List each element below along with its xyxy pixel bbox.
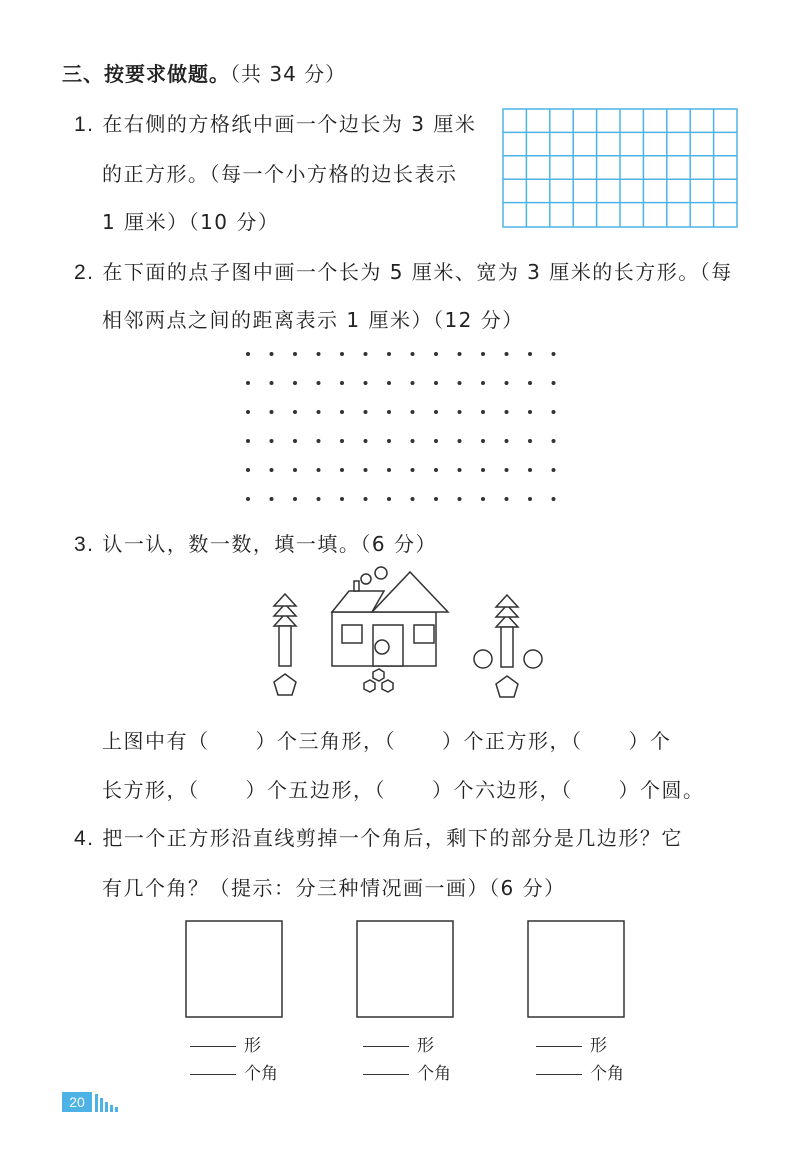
grid-dot <box>481 497 485 501</box>
q3-fill-line1 <box>102 725 672 754</box>
shapes-house-figure <box>262 562 552 712</box>
grid-dot <box>387 468 391 472</box>
grid-dot <box>458 410 462 414</box>
grid-dot <box>434 439 438 443</box>
q1-text-1: 在右侧的方格纸中画一个边长为 3 厘米 <box>102 112 477 136</box>
shape-label-1: 形 <box>244 1036 261 1056</box>
grid-dot <box>246 468 250 472</box>
answer-angles-1[interactable] <box>190 1059 278 1084</box>
square-grid-paper[interactable] <box>502 108 738 228</box>
grid-dot <box>340 468 344 472</box>
grid-dot <box>411 410 415 414</box>
q3-fill1-a: 上图中有（ <box>102 729 210 753</box>
grid-dot <box>387 410 391 414</box>
q3-fill-line2 <box>102 774 705 803</box>
q4-text-1: 把一个正方形沿直线剪掉一个角后，剩下的部分是几边形？它 <box>102 826 683 850</box>
grid-dot <box>528 439 532 443</box>
grid-dot <box>317 468 321 472</box>
grid-dot <box>552 468 556 472</box>
q1-line3: 1 厘米）（10 分） <box>102 210 280 234</box>
grid-dot <box>387 439 391 443</box>
grid-dot <box>505 381 509 385</box>
grid-dot <box>317 381 321 385</box>
grid-dot <box>528 497 532 501</box>
answer-angles-2[interactable] <box>363 1059 451 1084</box>
grid-dot <box>246 439 250 443</box>
q4-line2: 有几个角？（提示：分三种情况画一画）（6 分） <box>102 876 566 900</box>
grid-dot <box>246 497 250 501</box>
grid-dot <box>364 468 368 472</box>
grid-dot <box>270 381 274 385</box>
q3-line1 <box>74 528 437 557</box>
grid-dot <box>481 439 485 443</box>
grid-dot <box>552 381 556 385</box>
grid-dot <box>552 439 556 443</box>
grid-dot <box>293 410 297 414</box>
square-box-2 <box>357 921 453 1017</box>
grid-dot <box>293 439 297 443</box>
grid-dot <box>364 439 368 443</box>
grid-dot <box>528 468 532 472</box>
grid-dot <box>434 352 438 356</box>
grid-dot <box>505 468 509 472</box>
grid-dot <box>411 352 415 356</box>
grid-dot <box>411 468 415 472</box>
grid-dot <box>270 497 274 501</box>
shape-label-2: 形 <box>417 1036 434 1056</box>
grid-dot <box>481 381 485 385</box>
grid-dot <box>528 381 532 385</box>
grid-dot <box>505 439 509 443</box>
q3-fill1-b: ）个三角形，（ <box>255 729 396 753</box>
grid-dot <box>481 352 485 356</box>
grid-dot <box>364 410 368 414</box>
grid-dot <box>387 352 391 356</box>
grid-dot <box>434 497 438 501</box>
grid-dot <box>458 381 462 385</box>
grid-dot <box>364 352 368 356</box>
q3-fill1-d: ）个 <box>628 729 672 753</box>
grid-dot <box>481 410 485 414</box>
grid-dot <box>270 352 274 356</box>
answer-angles-3[interactable] <box>536 1059 624 1084</box>
grid-dot <box>434 410 438 414</box>
square-box-3 <box>528 921 624 1017</box>
grid-dot <box>340 497 344 501</box>
q1-number: 1. <box>74 113 95 136</box>
section-title <box>62 58 346 87</box>
grid-dot <box>458 439 462 443</box>
grid-dot <box>505 410 509 414</box>
answer-shape-3[interactable] <box>536 1031 607 1056</box>
shape-label-3: 形 <box>590 1036 607 1056</box>
grid-dot <box>340 439 344 443</box>
grid-dot <box>293 352 297 356</box>
square-box-1 <box>186 921 282 1017</box>
angle-label-1: 个角 <box>244 1064 278 1084</box>
grid-dot <box>317 439 321 443</box>
grid-dot <box>434 468 438 472</box>
q3-text-1: 认一认，数一数，填一填。（6 分） <box>102 532 437 556</box>
grid-dot <box>364 497 368 501</box>
q2-line2: 相邻两点之间的距离表示 1 厘米）（12 分） <box>102 308 524 332</box>
q3-fill2-d: ）个圆。 <box>618 778 705 802</box>
answer-shape-1[interactable] <box>190 1031 261 1056</box>
grid-dot <box>528 410 532 414</box>
angle-label-2: 个角 <box>417 1064 451 1084</box>
q2-text-1: 在下面的点子图中画一个长为 5 厘米、宽为 3 厘米的长方形。（每 <box>102 260 733 284</box>
q3-number: 3. <box>74 533 95 556</box>
q4-number: 4. <box>74 827 95 850</box>
q2-number: 2. <box>74 261 95 284</box>
q3-fill1-c: ）个正方形，（ <box>442 729 583 753</box>
q2-line1 <box>74 256 733 285</box>
grid-dot <box>481 468 485 472</box>
grid-dot <box>458 352 462 356</box>
grid-dot <box>270 439 274 443</box>
grid-dot <box>293 468 297 472</box>
dot-grid[interactable] <box>236 340 576 510</box>
page-number: 20 <box>62 1092 92 1112</box>
grid-dot <box>317 497 321 501</box>
grid-dot <box>317 352 321 356</box>
q3-fill2-a: 长方形，（ <box>102 778 200 802</box>
grid-dot <box>505 497 509 501</box>
grid-dot <box>270 410 274 414</box>
q3-fill2-b: ）个五边形，（ <box>245 778 386 802</box>
grid-dot <box>552 497 556 501</box>
grid-dot <box>411 381 415 385</box>
q1-line1 <box>74 108 476 137</box>
grid-dot <box>387 497 391 501</box>
grid-dot <box>411 497 415 501</box>
angle-label-3: 个角 <box>590 1064 624 1084</box>
grid-dot <box>528 352 532 356</box>
grid-dot <box>552 352 556 356</box>
grid-dot <box>317 410 321 414</box>
q4-line1 <box>74 822 683 851</box>
grid-dot <box>293 497 297 501</box>
grid-dot <box>246 410 250 414</box>
q1-line2: 的正方形。（每一个小方格的边长表示 <box>102 162 458 186</box>
page-bars-icon <box>94 1092 124 1112</box>
section-points: （共 34 分） <box>230 62 347 86</box>
grid-dot <box>458 468 462 472</box>
answer-shape-2[interactable] <box>363 1031 434 1056</box>
grid-dot <box>458 497 462 501</box>
grid-dot <box>364 381 368 385</box>
grid-dot <box>340 410 344 414</box>
grid-dot <box>246 352 250 356</box>
grid-dot <box>387 381 391 385</box>
grid-dot <box>270 468 274 472</box>
grid-dot <box>434 381 438 385</box>
section-title-text: 三、按要求做题。 <box>62 62 230 86</box>
grid-dot <box>552 410 556 414</box>
grid-dot <box>411 439 415 443</box>
grid-dot <box>505 352 509 356</box>
grid-dot <box>293 381 297 385</box>
grid-dot <box>340 381 344 385</box>
grid-dot <box>340 352 344 356</box>
q3-fill2-c: ）个六边形，（ <box>432 778 573 802</box>
grid-dot <box>246 381 250 385</box>
